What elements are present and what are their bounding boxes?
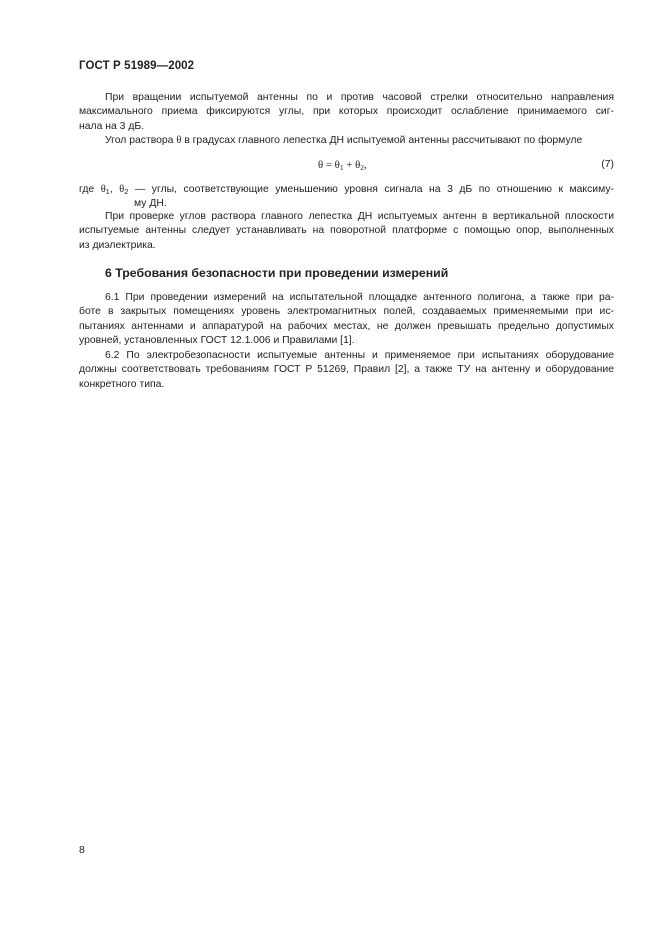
paragraph-line: пытаниях антеннами и аппаратурой на рабочих местах, не должен превышать предельно допустимых xyxy=(79,320,614,332)
paragraph-line: боте в закрытых помещениях уровень электромагнитных полей, создаваемых применяемыми при ис- xyxy=(79,306,614,318)
paragraph-line xyxy=(79,134,614,148)
angle-text-after: в градусах главного лепестка ДН испытуемой антенны рассчитывают по формуле xyxy=(181,135,583,146)
paragraph-line: уровней, установленных ГОСТ 12.1.006 и Правилами [1]. xyxy=(79,335,355,347)
where-theta-1: θ xyxy=(100,184,106,195)
where-comma: , xyxy=(109,184,120,195)
where-sub-1: 1 xyxy=(105,187,110,196)
formula-sub-1: 1 xyxy=(339,163,344,172)
where-clause xyxy=(79,183,614,212)
formula-eq: = xyxy=(323,159,335,171)
paragraph-angle xyxy=(79,134,614,148)
formula-row xyxy=(79,158,614,172)
paragraph-vertical xyxy=(79,210,614,253)
where-prefix: где xyxy=(79,184,101,195)
theta-symbol: θ xyxy=(176,135,182,146)
formula-lhs: θ xyxy=(318,159,324,171)
section-title: 6 Требования безопасности при проведении измерений xyxy=(105,266,449,280)
paragraph-line: максимального приема фиксируются углы, при которых происходит ослабление принимаемого сиг- xyxy=(79,106,614,118)
paragraph-line: конкретного типа. xyxy=(79,378,165,390)
paragraph-line: из диэлектрика. xyxy=(79,239,156,251)
where-continuation: му ДН. xyxy=(134,198,167,210)
paragraph-6-2 xyxy=(79,349,614,392)
paragraph-line: 6.1 При проведении измерений на испытательной площадке антенного полигона, а также при ра- xyxy=(105,292,614,303)
formula-number: (7) xyxy=(601,159,614,170)
paragraph-line: 6.2 По электробезопасности испытуемые антенны и применяемое при испытаниях оборудование xyxy=(105,350,614,361)
where-sub-2: 2 xyxy=(124,187,129,196)
angle-text-before: Угол раствора xyxy=(105,135,177,146)
formula-theta-1: θ xyxy=(334,159,340,171)
formula-tail: , xyxy=(364,159,367,171)
formula-plus: + xyxy=(343,159,356,171)
paragraph-line: При проверке углов раствора главного лепестка ДН испытуемых антенн в вертикальной плоскости xyxy=(105,211,614,222)
paragraph-line: должны соответствовать требованиям ГОСТ Р 51269, Правил [2], а также ТУ на антенну и оборудование xyxy=(79,364,614,376)
where-rest: — углы, соответствующие уменьшению уровня сигнала на 3 дБ по отношению к максиму- xyxy=(128,184,614,195)
paragraph-line: При вращении испытуемой антенны по и против часовой стрелки относительно направления xyxy=(105,92,614,103)
formula xyxy=(318,158,367,172)
paragraph-line: нала на 3 дБ. xyxy=(79,120,145,132)
paragraph-line: испытуемые антенны следует устанавливать на поворотной платформе с помощью опор, выполненных xyxy=(79,225,614,237)
formula-sub-2: 2 xyxy=(360,163,365,172)
paragraph-rotation xyxy=(79,91,614,134)
paragraph-6-1 xyxy=(79,291,614,349)
where-theta-2: θ xyxy=(119,184,125,195)
where-line xyxy=(79,183,614,197)
standard-header: ГОСТ Р 51989—2002 xyxy=(79,60,195,72)
page-number: 8 xyxy=(79,845,85,856)
formula-theta-2: θ xyxy=(355,159,361,171)
